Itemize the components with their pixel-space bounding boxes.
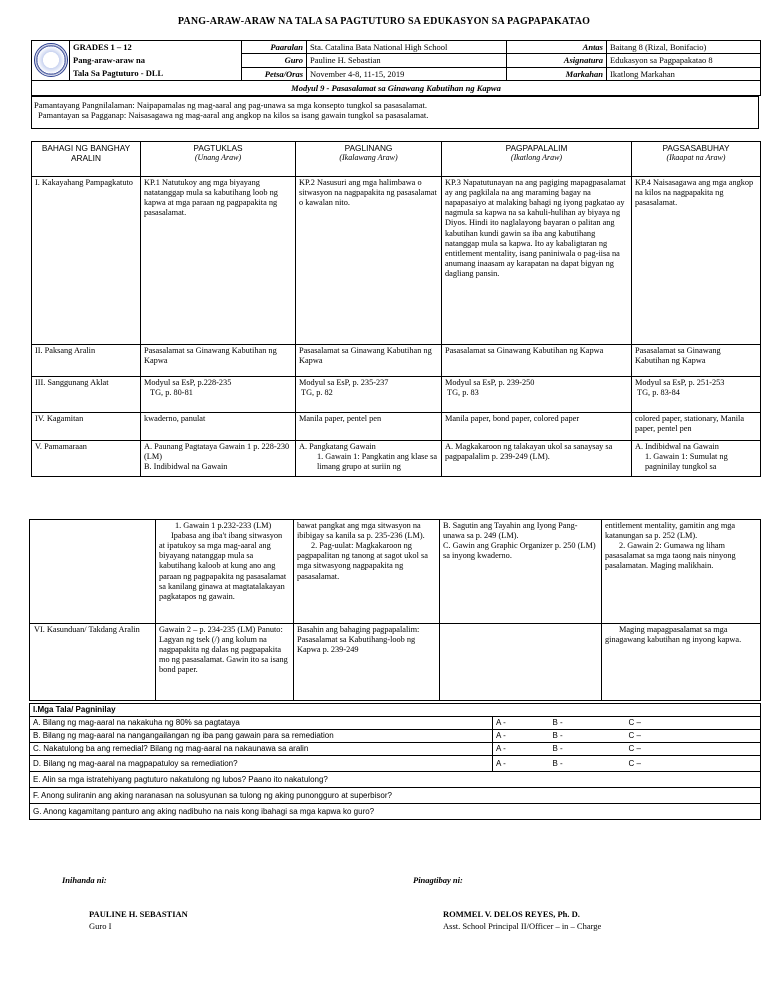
sanggunian-c4-modyul: Modyul sa EsP, p. 251-253 [635, 378, 725, 387]
row-label-sanggunian: III. Sanggunang Aklat [32, 377, 141, 413]
pamamaraan-c2-a: A. Pangkatang Gawain [299, 442, 376, 451]
row-label-kagamitan: IV. Kagamitan [32, 413, 141, 441]
petsa-value: November 4-8, 11-15, 2019 [307, 67, 507, 80]
antas-value: Baitang 8 (Rizal, Bonifacio) [607, 41, 761, 54]
col-bahagi: BAHAGI NG BANGHAY ARALIN [32, 142, 141, 177]
deped-seal [32, 41, 70, 81]
sanggunian-c3-modyul: Modyul sa EsP, p. 239-250 [445, 378, 535, 387]
paaralan-label: Paaralan [242, 41, 307, 54]
reflection-row [30, 788, 761, 804]
col-pagsasabuhay [632, 142, 761, 177]
lesson-table-continued [29, 519, 761, 701]
reflection-row [30, 772, 761, 788]
approved-by-title: Asst. School Principal II/Officer – in – Charge [443, 921, 602, 931]
col-paglinang [296, 142, 442, 177]
reflection-row [30, 743, 761, 756]
reflection-b: B - [550, 743, 626, 756]
reflection-b: B - [550, 756, 626, 772]
reflection-heading: I.Mga Tala/ Pagninilay [30, 704, 761, 717]
cont-c4-b: 2. Gawain 2: Gumawa ng liham pasasalamat sa mga taong nais ninyong pasalamatan. Maging malikhain. [605, 541, 736, 571]
pamamaraan-c4-a: A. Indibidwal na Gawain [635, 442, 719, 451]
paksa-c1: Pasasalamat sa Ginawang Kabutihan ng Kapwa [141, 345, 296, 377]
deped-seal-icon [34, 43, 68, 77]
sanggunian-c4-tg: TG, p. 83-84 [637, 388, 680, 398]
page-title: PANG-ARAW-ARAW NA TALA SA PAGTUTURO SA EDUKASYON SA PAGPAPAKATAO [177, 16, 591, 27]
cont-label [30, 520, 156, 624]
col-pagpapalalim-day: (Ikatlong Araw) [510, 153, 563, 163]
prepared-by-title: Guro I [89, 921, 112, 931]
reflection-c: C – [626, 743, 761, 756]
asignatura-value: Edukasyon sa Pagpapakatao 8 [607, 54, 761, 67]
pamamaraan-c1-b: B. Indibidwal na Gawain [144, 462, 228, 472]
kasunduan-c1: Gawain 2 – p. 234-235 (LM) Panuto: Lagyan ng tsek (/) ang kolum na nagpapakita ng dalas ng pagpapakita mo ng pasasalamat. Gawin ito sa isang bond paper. [156, 624, 294, 701]
sanggunian-c1-modyul: Modyul sa EsP, p.228-235 [144, 378, 232, 387]
col-pagpapalalim [442, 142, 632, 177]
reflection-question: D. Bilang ng mag-aaral na magpapatuloy sa remediation? [30, 756, 493, 772]
lesson-table [31, 141, 761, 477]
reflection-a: A - [493, 756, 550, 772]
asignatura-label: Asignatura [507, 54, 607, 67]
reflection-row [30, 730, 761, 743]
col-pagpapalalim-label: PAGPAPALALIM [505, 143, 568, 153]
doc-type: Pang-araw-araw na [70, 54, 242, 67]
kasunduan-c3 [440, 624, 602, 701]
reflection-row [30, 717, 761, 730]
sanggunian-c1-tg: TG, p. 80-81 [150, 388, 193, 398]
pamamaraan-c3-a: A. Magkakaroon ng talakayan ukol sa sanaysay sa pagpapalalim p. 239-249 (LM). [445, 442, 613, 462]
layunin-c1: KP.1 Natutukoy ang mga biyayang natatanggap mula sa kabutihang loob ng kapwa at mga paraan ng pagpapakita ng pasasalamat. [141, 177, 296, 345]
reflection-b: B - [550, 730, 626, 743]
doc-type-2: Tala Sa Pagtuturo - DLL [70, 67, 242, 80]
reflection-question: C. Nakatulong ba ang remedial? Bilang ng mag-aaral na nakaunawa sa aralin [30, 743, 493, 756]
markahan-label: Markahan [507, 67, 607, 80]
kasunduan-c2: Basahin ang bahaging pagpapalalim: Pasasalamat sa Kabutihang-loob ng Kapwa p. 239-249 [294, 624, 440, 701]
grades-label: GRADES 1 – 12 [70, 41, 242, 54]
paksa-c3: Pasasalamat sa Ginawang Kabutihan ng Kapwa [442, 345, 632, 377]
reflection-row [30, 804, 761, 820]
markahan-value: Ikatlong Markahan [607, 67, 761, 80]
cont-c1-b: Ipabasa ang iba't ibang sitwasyon at ipatukoy sa mga mag-aaral ang biyayang natanggap mula sa kabutihang kaloob at kung ano ang paraan ng pagpapakita ng pasasalamat sa kanilang ginawa at magtatalakayan pagkatapos ng gawain. [159, 531, 287, 601]
reflection-c: C – [626, 730, 761, 743]
reflection-a: A - [493, 730, 550, 743]
reflection-question: G. Anong kagamitang panturo ang aking nadibuho na nais kong ibahagi sa mga kapwa ko guro? [30, 804, 761, 820]
sanggunian-c2-tg: TG, p. 82 [301, 388, 333, 398]
kagamitan-c3: Manila paper, bond paper, colored paper [442, 413, 632, 441]
reflection-c: C – [626, 717, 761, 730]
row-label-paksa: II. Paksang Aralin [32, 345, 141, 377]
cont-c4-a: entitlement mentality, gamitin ang mga katanungan sa p. 252 (LM). [605, 521, 736, 541]
paksa-c4: Pasasalamat sa Ginawang Kabutihan ng Kapwa [632, 345, 761, 377]
col-pagsasabuhay-label: PAGSASABUHAY [662, 143, 730, 153]
cont-c3-b: C. Gawin ang Graphic Organizer p. 250 (LM) sa inyong kwaderno. [443, 541, 596, 561]
reflection-question: F. Anong suliranin ang aking naranasan na solusyunan sa tulong ng aking punongguro at superbisor? [30, 788, 761, 804]
paaralan-value: Sta. Catalina Bata National High School [307, 41, 507, 54]
pamamaraan-c4-b: 1. Gawain 1: Sumulat ng pagninilay tungkol sa [645, 452, 728, 472]
col-pagsasabuhay-day: (Ikaapat na Araw) [666, 153, 726, 163]
header-table [31, 40, 761, 81]
reflection-table [29, 703, 761, 820]
pamamaraan-c2-b: 1. Gawain 1: Pangkatin ang klase sa limang grupo at suriin ng [317, 452, 438, 472]
kagamitan-c2: Manila paper, pentel pen [296, 413, 442, 441]
prepared-by-name: PAULINE H. SEBASTIAN [89, 909, 188, 919]
reflection-a: A - [493, 717, 550, 730]
reflection-question: A. Bilang ng mag-aaral na nakakuha ng 80% sa pagtataya [30, 717, 493, 730]
col-pagtuklas-day: (Unang Araw) [194, 153, 242, 163]
guro-label: Guro [242, 54, 307, 67]
col-paglinang-label: PAGLINANG [344, 143, 393, 153]
reflection-b: B - [550, 717, 626, 730]
row-label-layunin: I. Kakayahang Pampagkatuto [32, 177, 141, 345]
kasunduan-c4: Maging mapagpasalamat sa mga ginagawang kabutihan ng inyong kapwa. [602, 624, 761, 701]
sanggunian-c2-modyul: Modyul sa EsP, p. 235-237 [299, 378, 389, 387]
col-pagtuklas-label: PAGTUKLAS [193, 143, 243, 153]
row-label-pamamaraan: V. Pamamaraan [32, 441, 141, 477]
petsa-label: Petsa/Oras [242, 67, 307, 80]
col-pagtuklas [141, 142, 296, 177]
cont-c2-b: 2. Pag-uulat: Magkakaroon ng pagpapalitan ng tanong at sagot ukol sa mga sitwasyong nagpapakita ng pasasalamat. [297, 541, 428, 581]
sanggunian-c3-tg: TG, p. 83 [447, 388, 479, 398]
pamantayan-pagganap: Pamantayan sa Pagganap: Naisasagawa ng mag-aaral ang angkop na kilos sa isang gawain tungkol sa pasasalamat. [38, 110, 429, 121]
cont-c1-a: 1. Gawain 1 p.232-233 (LM) [175, 521, 272, 530]
reflection-question: B. Bilang ng mag-aaral na nangangailangan ng iba pang gawain para sa remediation [30, 730, 493, 743]
kagamitan-c1: kwaderno, panulat [141, 413, 296, 441]
reflection-a: A - [493, 743, 550, 756]
layunin-c4: KP.4 Naisasagawa ang mga angkop na kilos na nagpapakita ng pasasalamat. [632, 177, 761, 345]
approved-by-name: ROMMEL V. DELOS REYES, Ph. D. [443, 909, 580, 919]
modyul-title: Modyul 9 - Pasasalamat sa Ginawang Kabutihan ng Kapwa [31, 80, 761, 96]
cont-c2-a: bawat pangkat ang mga sitwasyon na ibibigay sa kanila sa p. 235-236 (LM). [297, 521, 425, 541]
pamantayan-pangnilalaman: Pamantayang Pangnilalaman: Naipapamalas ng mag-aaral ang pag-unawa sa mga konsepto tungkol sa pasasalamat. [34, 100, 427, 110]
col-paglinang-day: (Ikalawang Araw) [339, 153, 398, 163]
cont-c3-a: B. Sagutin ang Tayahin ang Iyong Pang-unawa sa p. 249 (LM). [443, 521, 578, 541]
inihanda-label: Inihanda ni: [62, 875, 107, 885]
pinagtibay-label: Pinagtibay ni: [413, 875, 463, 885]
pamamaraan-c1-a: A. Paunang Pagtataya Gawain 1 p. 228-230 (LM) [144, 442, 290, 462]
reflection-c: C – [626, 756, 761, 772]
antas-label: Antas [507, 41, 607, 54]
layunin-c3: KP.3 Napatutunayan na ang pagiging mapagpasalamat ay ang pagkilala na ang maraming bagay na napapasaiyo at malaking bahagi ng iyong pagkatao ay nagmula sa kapwa na sa kahuli-hulihan ay biyaya ng Diyos. Hindi ito naglalayong bayaran o palitan ang kabutihan kundi gawin sa iba ang kabutihang natanggap mula sa kapwa. Ito ay kabaligtaran ng entitlement mentality, isang paniniwala o pag-iisa na anumang inaasam ay karapatan na dapat bigyan ng dagliang pansin. [442, 177, 632, 345]
paksa-c2: Pasasalamat sa Ginawang Kabutihan ng Kapwa [296, 345, 442, 377]
kagamitan-c4: colored paper, stationary, Manila paper, pentel pen [632, 413, 761, 441]
reflection-question: E. Alin sa mga istratehiyang pagtuturo nakatulong ng lubos? Paano ito nakatulong? [30, 772, 761, 788]
row-label-kasunduan: VI. Kasunduan/ Takdang Aralin [30, 624, 156, 701]
reflection-row [30, 756, 761, 772]
layunin-c2: KP.2 Nasusuri ang mga halimbawa o sitwasyon na nagpapakita ng pasasalamat o kawalan nito. [296, 177, 442, 345]
pamantayan-box [31, 96, 759, 129]
guro-value: Pauline H. Sebastian [307, 54, 507, 67]
